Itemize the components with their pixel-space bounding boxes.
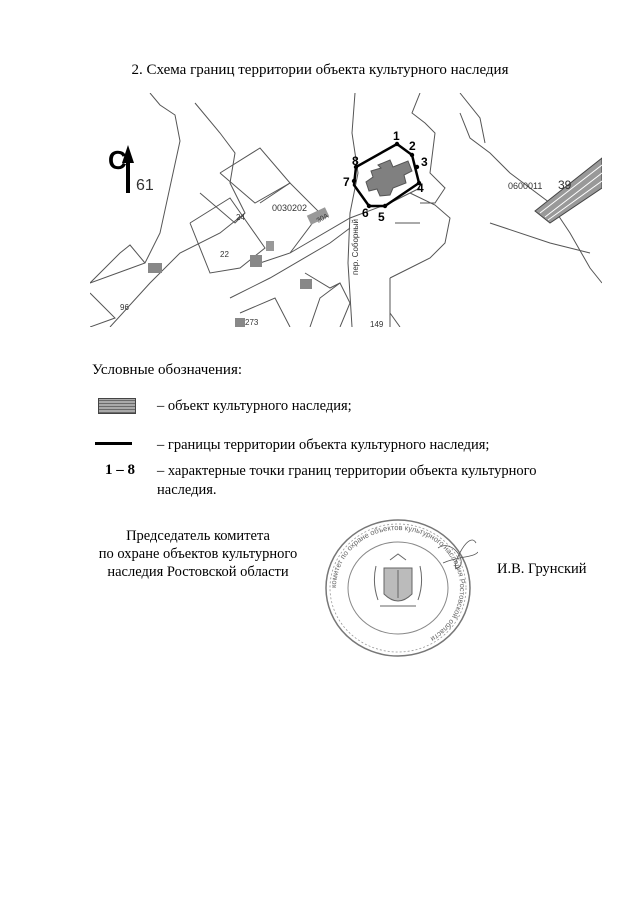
point-label: 8 [352, 154, 359, 168]
page-title: 2. Схема границ территории объекта культурного наследия [131, 62, 509, 78]
building-shape [148, 263, 162, 273]
plot-number: 30А [315, 212, 330, 225]
legend-heading: Условные обозначения: [92, 362, 243, 378]
building-shape [300, 279, 312, 289]
plot-lines [90, 93, 602, 327]
point-label: 4 [417, 181, 424, 195]
legend-boundary-text: – границы территории объекта культурного наследия; [157, 437, 490, 453]
signer-position-line: по охране объектов культурного [98, 546, 298, 562]
boundary-map [90, 93, 602, 327]
signer-position-line: наследия Ростовской области [107, 564, 289, 580]
building-shape [266, 241, 274, 251]
street-label: пер. Соборный [351, 218, 360, 275]
official-seal [318, 508, 478, 658]
boundary-line-swatch [95, 442, 132, 445]
cadastral-label: 0030202 [272, 203, 308, 213]
north-letter: С [108, 145, 127, 175]
legend-object-text: – объект культурного наследия; [157, 398, 352, 414]
heritage-object [366, 160, 412, 196]
points-range: 1 – 8 [105, 462, 135, 478]
coat-of-arms-icon [374, 554, 421, 606]
plot-number: 96 [120, 303, 129, 312]
point-label: 6 [362, 206, 369, 220]
point-label: 7 [343, 175, 350, 189]
signer-position-line: Председатель комитета [126, 528, 270, 544]
building-shape [235, 318, 245, 327]
plot-number: 61 [136, 177, 154, 194]
point-label: 5 [378, 210, 385, 224]
seal-ring-text: комитет по охране объектов культурного наследия Ростовской области [328, 522, 468, 644]
plot-number: 39 [558, 178, 572, 192]
building-shape [250, 255, 262, 267]
legend-points-text: – характерные точки границ территории объекта культурного наследия. [157, 463, 537, 498]
point-label: 1 [393, 129, 400, 143]
cadastral-label: 0600011 [508, 181, 543, 191]
signer-name: И.В. Грунский [497, 561, 587, 577]
plot-number: 22 [220, 250, 229, 259]
signer-position [98, 527, 298, 581]
plot-number: 273 [245, 318, 259, 327]
point-label: 3 [421, 155, 428, 169]
heritage-object-swatch [98, 398, 136, 414]
plot-number: 24 [236, 213, 245, 222]
point-label: 2 [409, 139, 416, 153]
plot-number: 149 [370, 320, 384, 327]
